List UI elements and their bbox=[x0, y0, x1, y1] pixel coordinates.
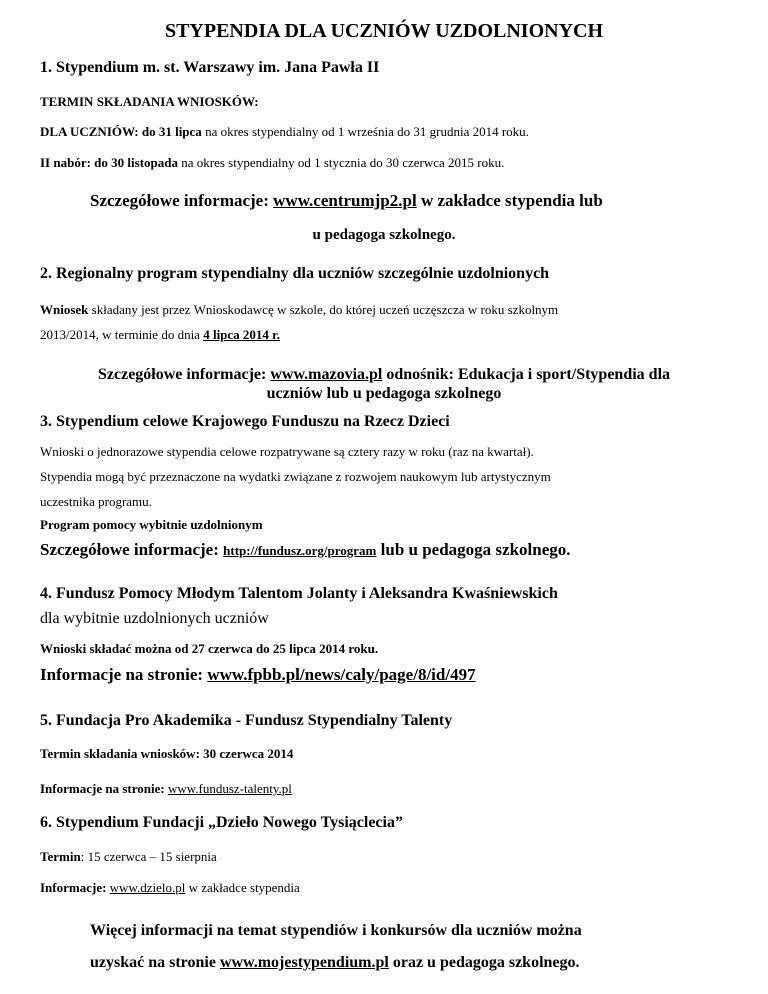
section-1-line-2 bbox=[40, 155, 504, 171]
section-5-heading: 5. Fundacja Pro Akademika - Fundusz Stypendialny Talenty bbox=[40, 712, 453, 729]
section-1-line-2-rest: na okres stypendialny od 1 stycznia do 30 czerwca 2015 roku. bbox=[177, 155, 505, 170]
section-4-heading: 4. Fundusz Pomocy Młodym Talentom Jolanty i Aleksandra Kwaśniewskich bbox=[40, 585, 558, 602]
section-4-info-prefix: Informacje na stronie: bbox=[40, 665, 208, 684]
section-1-info-suffix: w zakładce stypendia lub bbox=[416, 191, 603, 210]
section-2-info bbox=[0, 366, 768, 384]
section-4-paragraph: Wnioski składać można od 27 czerwca do 25 lipca 2014 roku. bbox=[40, 641, 379, 656]
section-3-heading: 3. Stypendium celowe Krajowego Funduszu na Rzecz Dzieci bbox=[40, 413, 450, 430]
section-1-line-1 bbox=[40, 124, 529, 140]
section-3-info-prefix: Szczegółowe informacje: bbox=[40, 540, 224, 559]
section-2-info-suffix: odnośnik: Edukacja i sport/Stypendia dla bbox=[382, 366, 671, 383]
section-6-info-label: Informacje: bbox=[40, 880, 107, 895]
section-2-info-line-2: uczniów lub u pedagoga szkolnego bbox=[266, 385, 502, 402]
section-4-subheading: dla wybitnie uzdolnionych uczniów bbox=[40, 610, 269, 627]
section-3-program: Program pomocy wybitnie uzdolnionym bbox=[40, 517, 263, 532]
section-2-paragraph-line-2 bbox=[40, 327, 280, 343]
page-title: STYPENDIA DLA UCZNIÓW UZDOLNIONYCH bbox=[164, 20, 604, 42]
footer-line-1: Więcej informacji na temat stypendiów i konkursów dla uczniów można bbox=[90, 922, 582, 939]
section-6-info-link[interactable]: www.dzielo.pl bbox=[109, 880, 186, 895]
section-1-heading: 1. Stypendium m. st. Warszawy im. Jana Pawła II bbox=[40, 59, 380, 76]
section-1-info-link[interactable]: www.centrumjp2.pl bbox=[273, 191, 417, 210]
section-5-info-link[interactable]: www.fundusz-talenty.pl bbox=[167, 781, 292, 796]
section-3-info bbox=[40, 540, 571, 560]
section-6-info bbox=[40, 880, 300, 896]
section-1-termin-label: TERMIN SKŁADANIA WNIOSKÓW: bbox=[40, 94, 259, 109]
footer-link[interactable]: www.mojestypendium.pl bbox=[219, 954, 389, 971]
section-1-line-2-bold: II nabór: do 30 listopada bbox=[40, 155, 178, 170]
section-1-info-line-2: u pedagoga szkolnego. bbox=[312, 227, 456, 243]
section-4-info-link[interactable]: www.fpbb.pl/news/caly/page/8/id/497 bbox=[207, 665, 476, 684]
section-1-line-1-bold: DLA UCZNIÓW: do 31 lipca bbox=[40, 124, 202, 139]
section-3-paragraph-1: Wnioski o jednorazowe stypendia celowe rozpatrywane są cztery razy w roku (raz na kwartał). bbox=[40, 444, 534, 459]
section-6-heading: 6. Stypendium Fundacji „Dzieło Nowego Tysiąclecia” bbox=[40, 814, 403, 831]
footer-line-2 bbox=[90, 954, 580, 972]
section-1-info-prefix: Szczegółowe informacje: bbox=[90, 191, 274, 210]
section-3-paragraph-2: Stypendia mogą być przeznaczone na wydatki związane z rozwojem naukowym lub artystycznym bbox=[40, 469, 551, 484]
section-6-termin-label: Termin bbox=[40, 849, 81, 864]
section-3-info-suffix: lub u pedagoga szkolnego. bbox=[376, 540, 571, 559]
section-5-paragraph: Termin składania wniosków: 30 czerwca 2014 bbox=[40, 746, 294, 761]
section-5-info-prefix: Informacje na stronie: bbox=[40, 781, 168, 796]
section-2-paragraph-bold: Wniosek bbox=[40, 302, 89, 317]
section-3-info-link[interactable]: http://fundusz.org/program bbox=[223, 543, 377, 558]
section-2-info-prefix: Szczegółowe informacje: bbox=[97, 366, 271, 383]
section-2-heading: 2. Regionalny program stypendialny dla uczniów szczególnie uzdolnionych bbox=[40, 265, 550, 282]
section-6-termin-value: : 15 czerwca – 15 sierpnia bbox=[80, 849, 217, 864]
section-6-info-suffix: w zakładce stypendia bbox=[185, 880, 300, 895]
section-2-paragraph bbox=[40, 302, 558, 318]
footer-line-2-prefix: uzyskać na stronie bbox=[90, 954, 220, 971]
section-2-paragraph-line-2-text: 2013/2014, w terminie do dnia bbox=[40, 327, 204, 342]
section-3-paragraph-3: uczestnika programu. bbox=[40, 494, 152, 509]
section-1-info bbox=[90, 191, 603, 211]
section-6-termin bbox=[40, 849, 217, 865]
section-4-info bbox=[40, 665, 476, 685]
section-1-line-1-rest: na okres stypendialny od 1 września do 31 grudnia 2014 roku. bbox=[201, 124, 529, 139]
footer-line-2-suffix: oraz u pedagoga szkolnego. bbox=[388, 954, 580, 971]
section-5-info bbox=[40, 781, 292, 797]
section-2-info-link[interactable]: www.mazovia.pl bbox=[270, 366, 383, 383]
section-2-deadline-date: 4 lipca 2014 r. bbox=[203, 327, 281, 342]
section-2-paragraph-rest: składany jest przez Wnioskodawcę w szkole, do której uczeń uczęszcza w roku szkolnym bbox=[88, 302, 559, 317]
